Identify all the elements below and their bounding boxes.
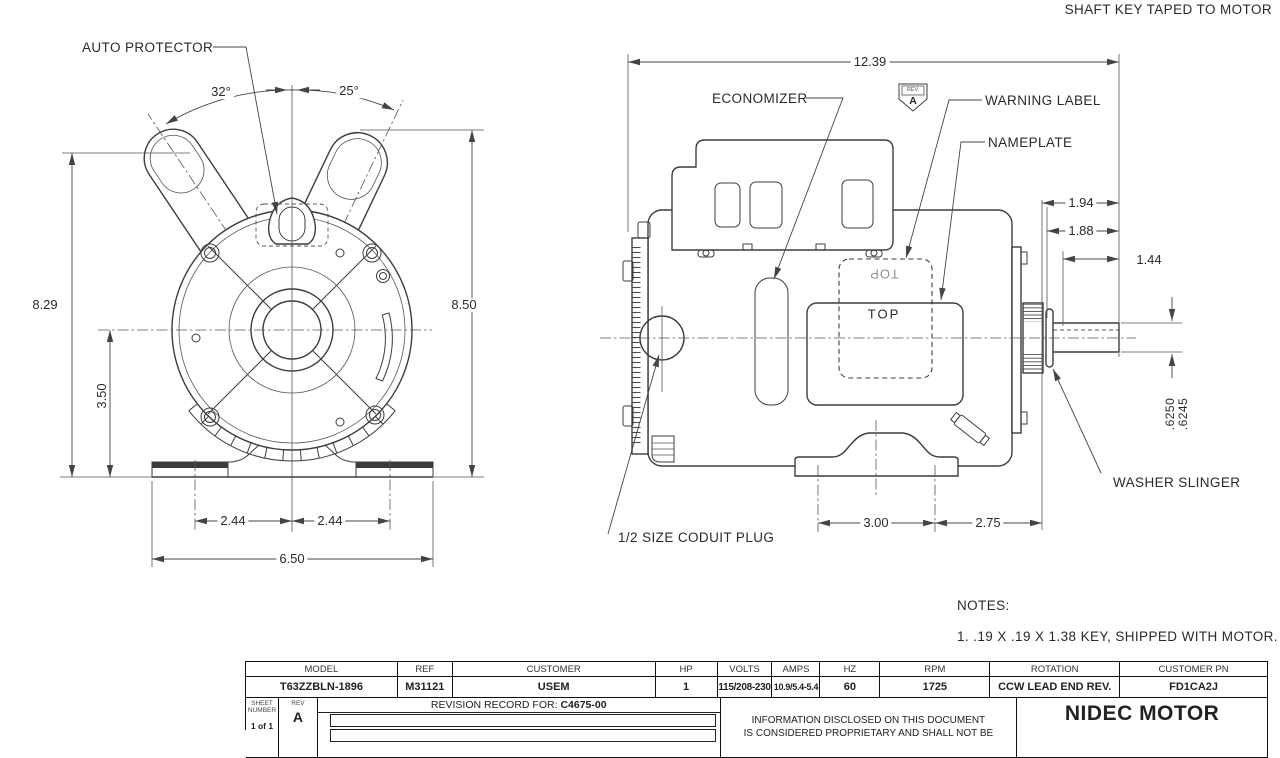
shaft-key-note: SHAFT KEY TAPED TO MOTOR [1064,2,1272,17]
economizer-label: ECONOMIZER [712,91,808,106]
company-name: NIDEC MOTOR [1064,702,1220,725]
value-hz: 60 [820,677,880,698]
shaft-diameter-dim: .6250 .6245 [1163,397,1190,431]
rev-flag-label: REV. [906,87,920,93]
title-block-header-row [246,662,1268,677]
dim-shaft-ext-2: 1.88 [1065,224,1096,238]
col-header-ref: REF [398,662,453,677]
dim-shaft-ext-3: 1.44 [1133,253,1164,267]
value-model: T63ZZBLN-1896 [246,677,398,698]
proprietary-notice-cell [721,698,1018,758]
rev-cell [279,698,318,758]
proprietary-line-2: IS CONSIDERED PROPRIETARY AND SHALL NOT BE [743,727,994,739]
dim-overall-length: 12.39 [851,55,890,69]
company-cell [1017,698,1268,758]
revision-entry-box [330,714,716,727]
note-1: 1. .19 X .19 X 1.38 KEY, SHIPPED WITH MOTOR. [957,629,1278,644]
col-header-model: MODEL [246,662,398,677]
revision-record-value: C4675-00 [560,699,607,711]
warning-label: WARNING LABEL [985,93,1101,108]
notes-title: NOTES: [957,598,1010,613]
col-header-rpm: RPM [880,662,990,677]
auto-protector-label: AUTO PROTECTOR [82,40,214,55]
revision-entry-box [330,729,716,742]
dim-right-height: 8.50 [448,298,479,312]
dim-overall-height: 8.29 [29,298,60,312]
sheet-value: 1 of 1 [250,721,274,731]
value-volts: 115/208-230 [718,677,773,698]
sheet-number-cell: SHEET NUMBER 1 of 1 [246,698,279,758]
revision-record-cell [318,698,721,758]
proprietary-line-1: INFORMATION DISCLOSED ON THIS DOCUMENT [751,715,986,726]
nameplate-label: NAMEPLATE [988,135,1073,150]
side-view-drawing [600,54,1182,534]
col-header-customer-pn: CUSTOMER PN [1120,662,1268,677]
title-block-bottom-row [246,698,1268,758]
col-header-amps: AMPS [772,662,820,677]
title-block-value-row [246,677,1268,698]
dim-foot-left: 2.44 [217,514,248,528]
col-header-hz: HZ [820,662,880,677]
value-ref: M31121 [398,677,453,698]
value-rpm: 1725 [880,677,990,698]
rev-label: REV [291,700,305,707]
col-header-customer: CUSTOMER [453,662,656,677]
angle-right-dim: 25° [336,84,362,98]
angle-left-dim: 32° [208,85,234,99]
dim-foot-right: 2.44 [314,514,345,528]
col-header-rotation: ROTATION [990,662,1120,677]
dim-center-to-base: 3.50 [95,380,109,411]
value-rotation: CCW LEAD END REV. [990,677,1120,698]
front-view-drawing [60,47,484,567]
col-header-hp: HP [656,662,718,677]
rev-flag-value: A [909,95,917,107]
washer-slinger-label: WASHER SLINGER [1113,475,1241,490]
conduit-plug-label: 1/2 SIZE CODUIT PLUG [618,530,775,545]
value-customer: USEM [453,677,656,698]
value-hp: 1 [656,677,718,698]
top-marking-mirrored: TOP [869,266,899,282]
value-customer-pn: FD1CA2J [1120,677,1268,698]
rev-value: A [292,709,304,725]
sheet-label: SHEET [251,700,273,707]
dim-foot-spacing: 3.00 [860,516,891,530]
title-block-table [245,661,1268,739]
dim-foot-to-slinger: 2.75 [972,516,1003,530]
top-marking: TOP [867,306,901,322]
dim-base-width: 6.50 [276,552,307,566]
col-header-volts: VOLTS [718,662,773,677]
revision-record-label: REVISION RECORD FOR: [430,699,558,711]
value-amps: 10.9/5.4-5.4 [772,677,820,698]
dim-shaft-ext-1: 1.94 [1065,196,1096,210]
